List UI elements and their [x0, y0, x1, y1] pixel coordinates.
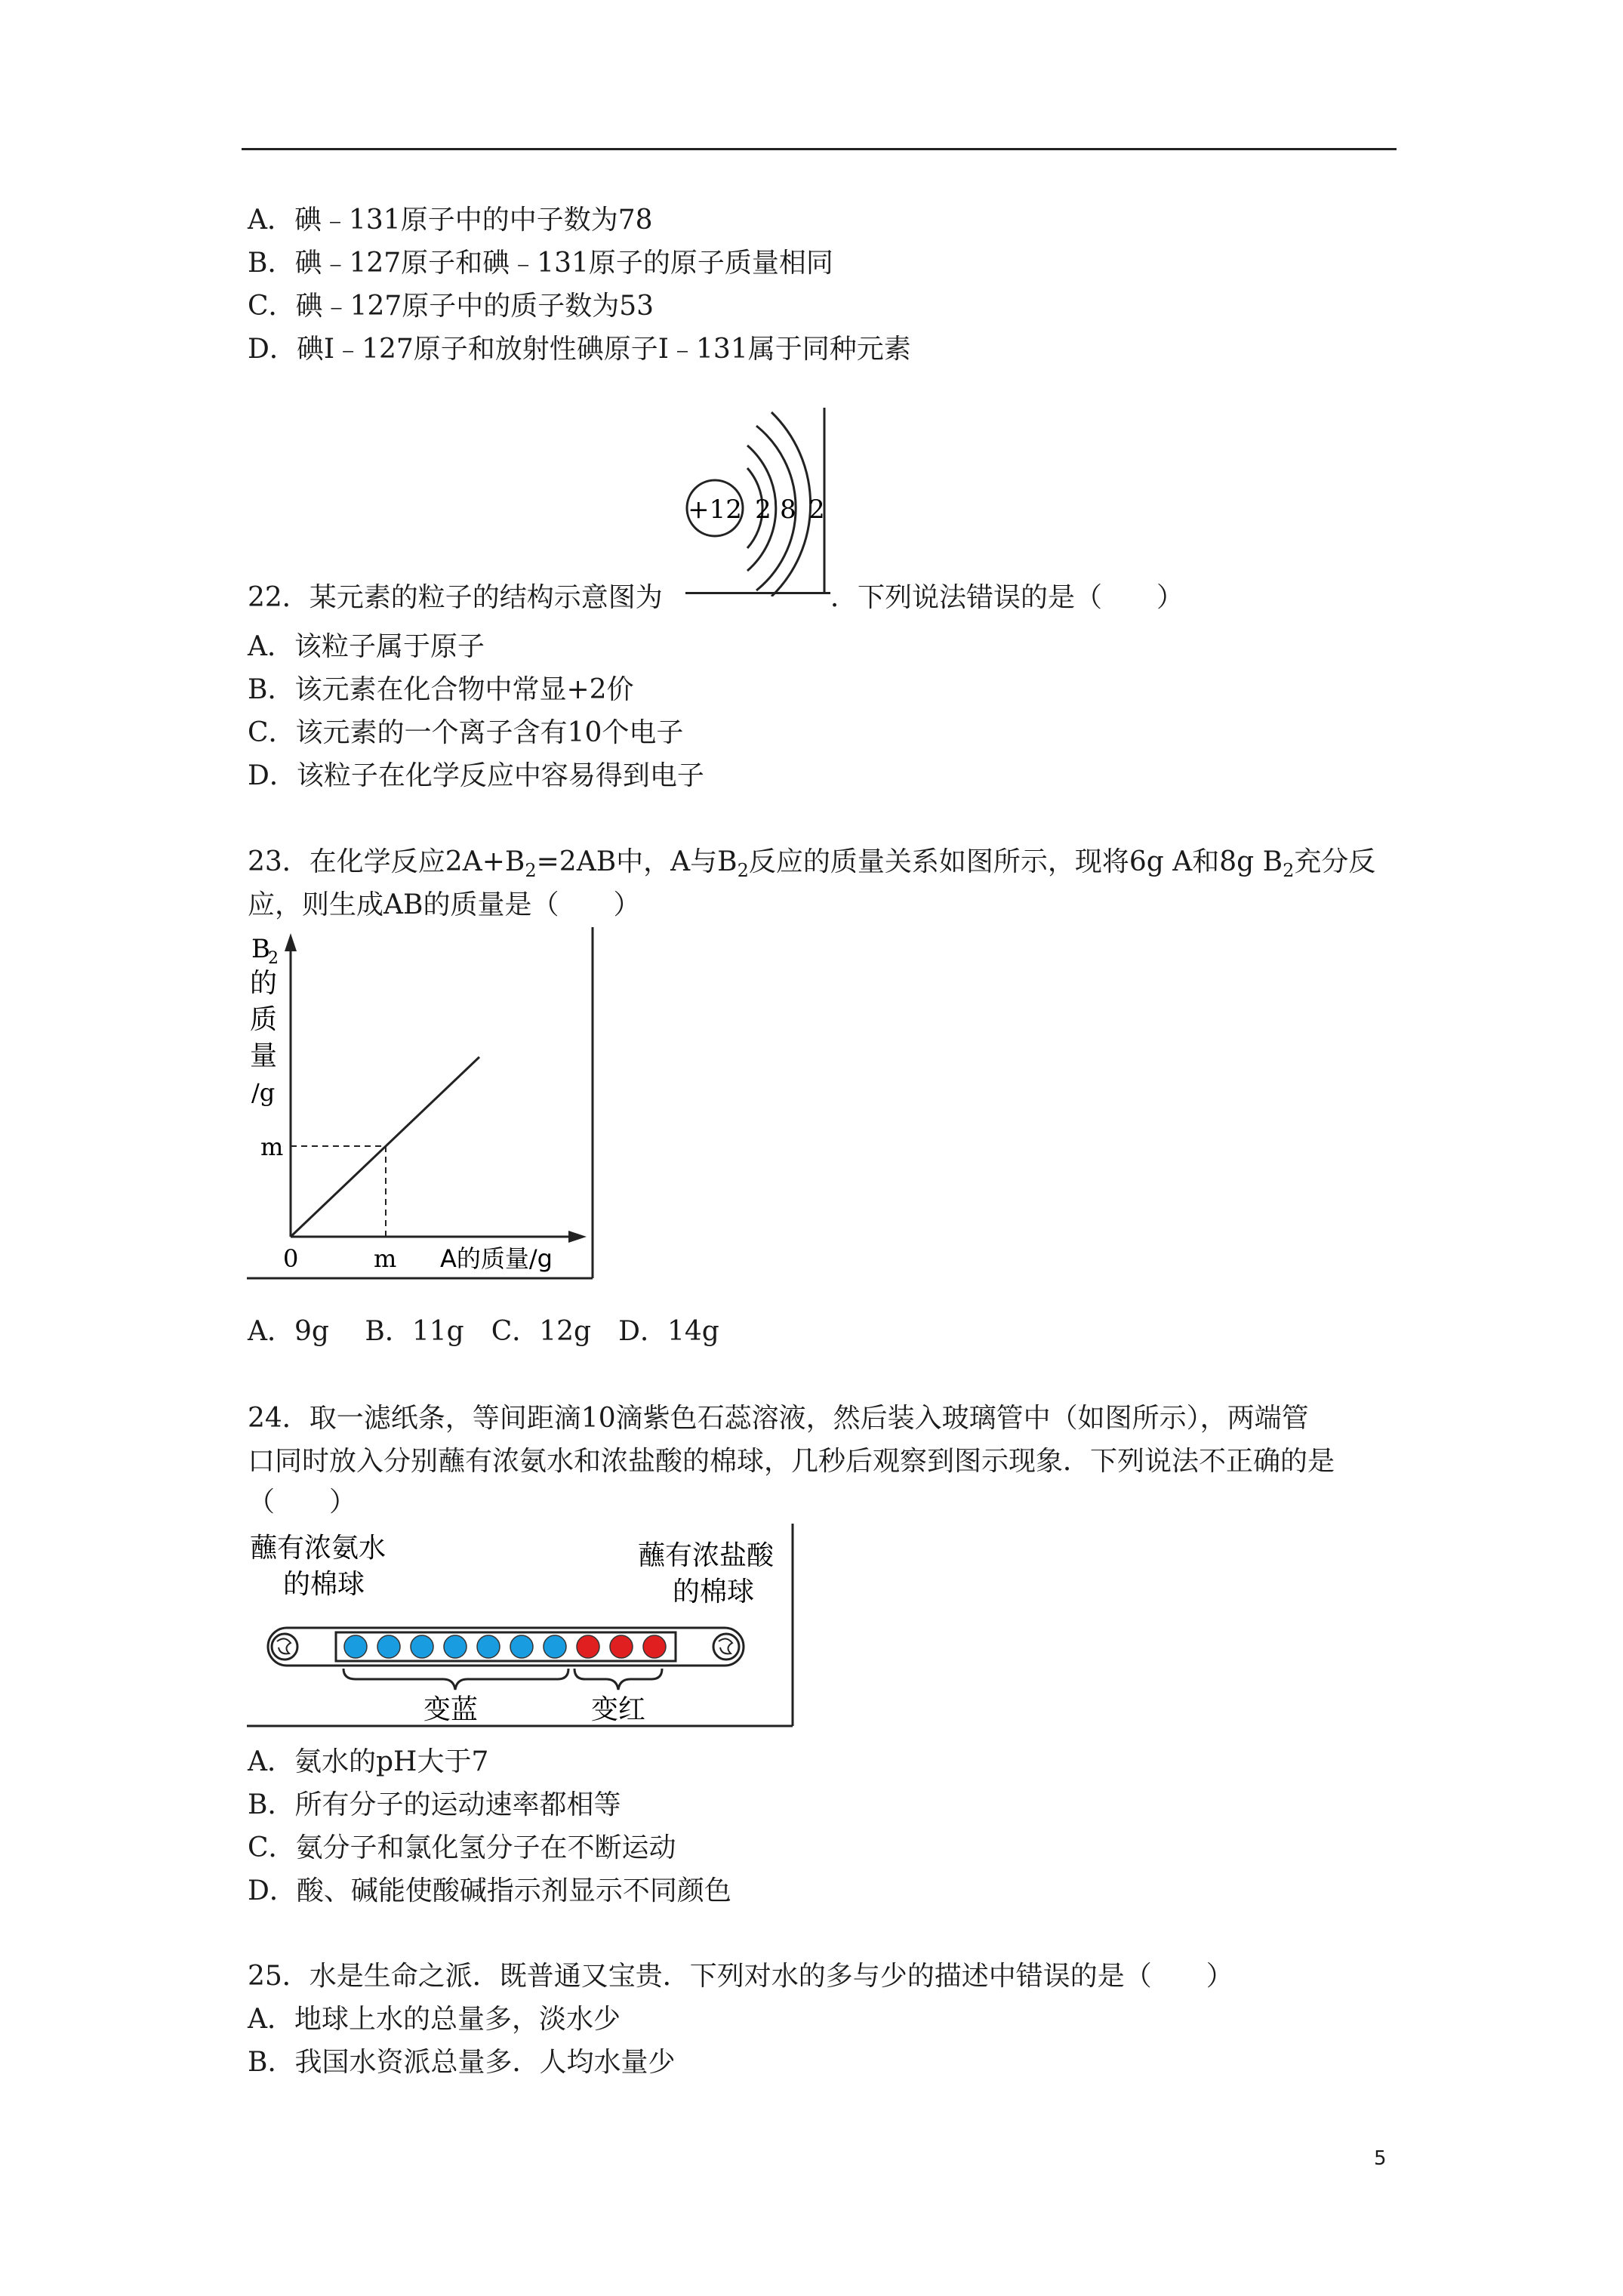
q24-option-c: C．氨分子和氯化氢分子在不断运动: [248, 1832, 676, 1863]
right-cotton-ball: [713, 1634, 739, 1660]
blue-litmus-dot: [544, 1635, 566, 1658]
q21-option-d: D．碘Ⅰ﹣127原子和放射性碘原子Ⅰ﹣131属于同种元素: [248, 334, 911, 365]
blue-litmus-dot: [411, 1635, 433, 1658]
shell-2-electrons: 8: [780, 495, 796, 525]
atom-structure-diagram: [672, 408, 830, 596]
blue-litmus-dot: [510, 1635, 533, 1658]
q21-option-b: B．碘﹣127原子和碘﹣131原子的原子质量相同: [248, 248, 833, 279]
q22-stem-before: 22．某元素的粒子的结构示意图为: [248, 582, 663, 613]
q23-stem-line-1: 23．在化学反应$2A+B_2=2AB$中，A与$B_2$反应的质量关系如图所示，现将6g A和8g $B_2$充分反: [248, 846, 1376, 882]
blue-litmus-dot: [344, 1635, 367, 1658]
blue-litmus-dot: [377, 1635, 400, 1658]
q21-option-a: A．碘﹣131原子中的中子数为78: [248, 205, 653, 236]
q22-stem-after: ．下列说法错误的是（ ）: [830, 582, 1184, 613]
red-result-label: 变红: [591, 1694, 646, 1725]
q22-option-d: D．该粒子在化学反应中容易得到电子: [248, 760, 704, 791]
blue-litmus-dot: [477, 1635, 500, 1658]
q22-option-c: C．该元素的一个离子含有10个电子: [248, 717, 684, 748]
red-brace: [574, 1669, 662, 1690]
y-label-unit: /g: [251, 1078, 276, 1107]
q24-stem-line-1: 24．取一滤纸条，等间距滴10滴紫色石蕊溶液，然后装入玻璃管中（如图所示），两端管: [248, 1403, 1309, 1434]
q24-option-a: A．氨水的pH大于7: [248, 1746, 489, 1777]
q21-option-c: C．碘﹣127原子中的质子数为53: [248, 291, 654, 322]
q25-option-a: A．地球上水的总量多，淡水少: [248, 2004, 621, 2035]
header-rule: [242, 148, 1397, 150]
blue-brace: [343, 1669, 568, 1690]
y-label-b: B: [251, 934, 270, 964]
nucleus-charge: +12: [688, 495, 742, 525]
y-axis-arrow: [285, 933, 297, 951]
shell-3-electrons: 2: [808, 495, 825, 525]
q22-option-a: A．该粒子属于原子: [248, 631, 485, 662]
page-number: 5: [1374, 2147, 1387, 2170]
x-axis-label: A的质量/g: [440, 1244, 553, 1273]
q24-stem-line-3: （ ）: [248, 1487, 357, 1518]
red-litmus-dot: [643, 1635, 666, 1658]
x-tick-m: m: [374, 1244, 397, 1273]
blue-result-label: 变蓝: [423, 1694, 479, 1725]
right-label-line-1: 蘸有浓盐酸: [638, 1540, 775, 1571]
y-label-char-2: 质: [250, 1004, 278, 1035]
y-tick-m: m: [260, 1133, 284, 1161]
blue-litmus-dot: [444, 1635, 467, 1658]
q25-stem: 25．水是生命之派．既普通又宝贵．下列对水的多与少的描述中错误的是（ ）: [248, 1961, 1233, 1992]
q24-stem-line-2: 口同时放入分别蘸有浓氨水和浓盐酸的棉球，几秒后观察到图示现象．下列说法不正确的是: [248, 1446, 1335, 1477]
q24-option-b: B．所有分子的运动速率都相等: [248, 1789, 621, 1820]
left-label-line-2: 的棉球: [283, 1569, 365, 1600]
y-label-char-1: 的: [250, 968, 278, 999]
litmus-dots-group: [344, 1635, 666, 1658]
q22-option-b: B．该元素在化合物中常显+2价: [248, 674, 634, 705]
origin-label: 0: [283, 1244, 299, 1273]
y-label-char-3: 量: [250, 1040, 278, 1071]
diagram-frame-bottom: [685, 592, 830, 594]
shell-1-electrons: 2: [755, 495, 771, 525]
left-label-line-1: 蘸有浓氨水: [250, 1533, 387, 1564]
q23-options: A．9g B．11g C．12g D．14g: [248, 1316, 719, 1347]
right-label-line-2: 的棉球: [673, 1576, 755, 1607]
mass-relation-graph: [245, 927, 600, 1282]
y-label-sub: 2: [268, 949, 279, 968]
red-litmus-dot: [610, 1635, 633, 1658]
q23-stem-line-2: 应，则生成AB的质量是（ ）: [248, 889, 641, 920]
red-litmus-dot: [577, 1635, 599, 1658]
left-cotton-ball: [272, 1634, 297, 1660]
q24-option-d: D．酸、碱能使酸碱指示剂显示不同颜色: [248, 1875, 731, 1906]
diffusion-tube-figure: [245, 1524, 800, 1731]
x-axis-arrow: [568, 1231, 587, 1243]
q25-option-b: B．我国水资派总量多．人均水量少: [248, 2047, 676, 2078]
